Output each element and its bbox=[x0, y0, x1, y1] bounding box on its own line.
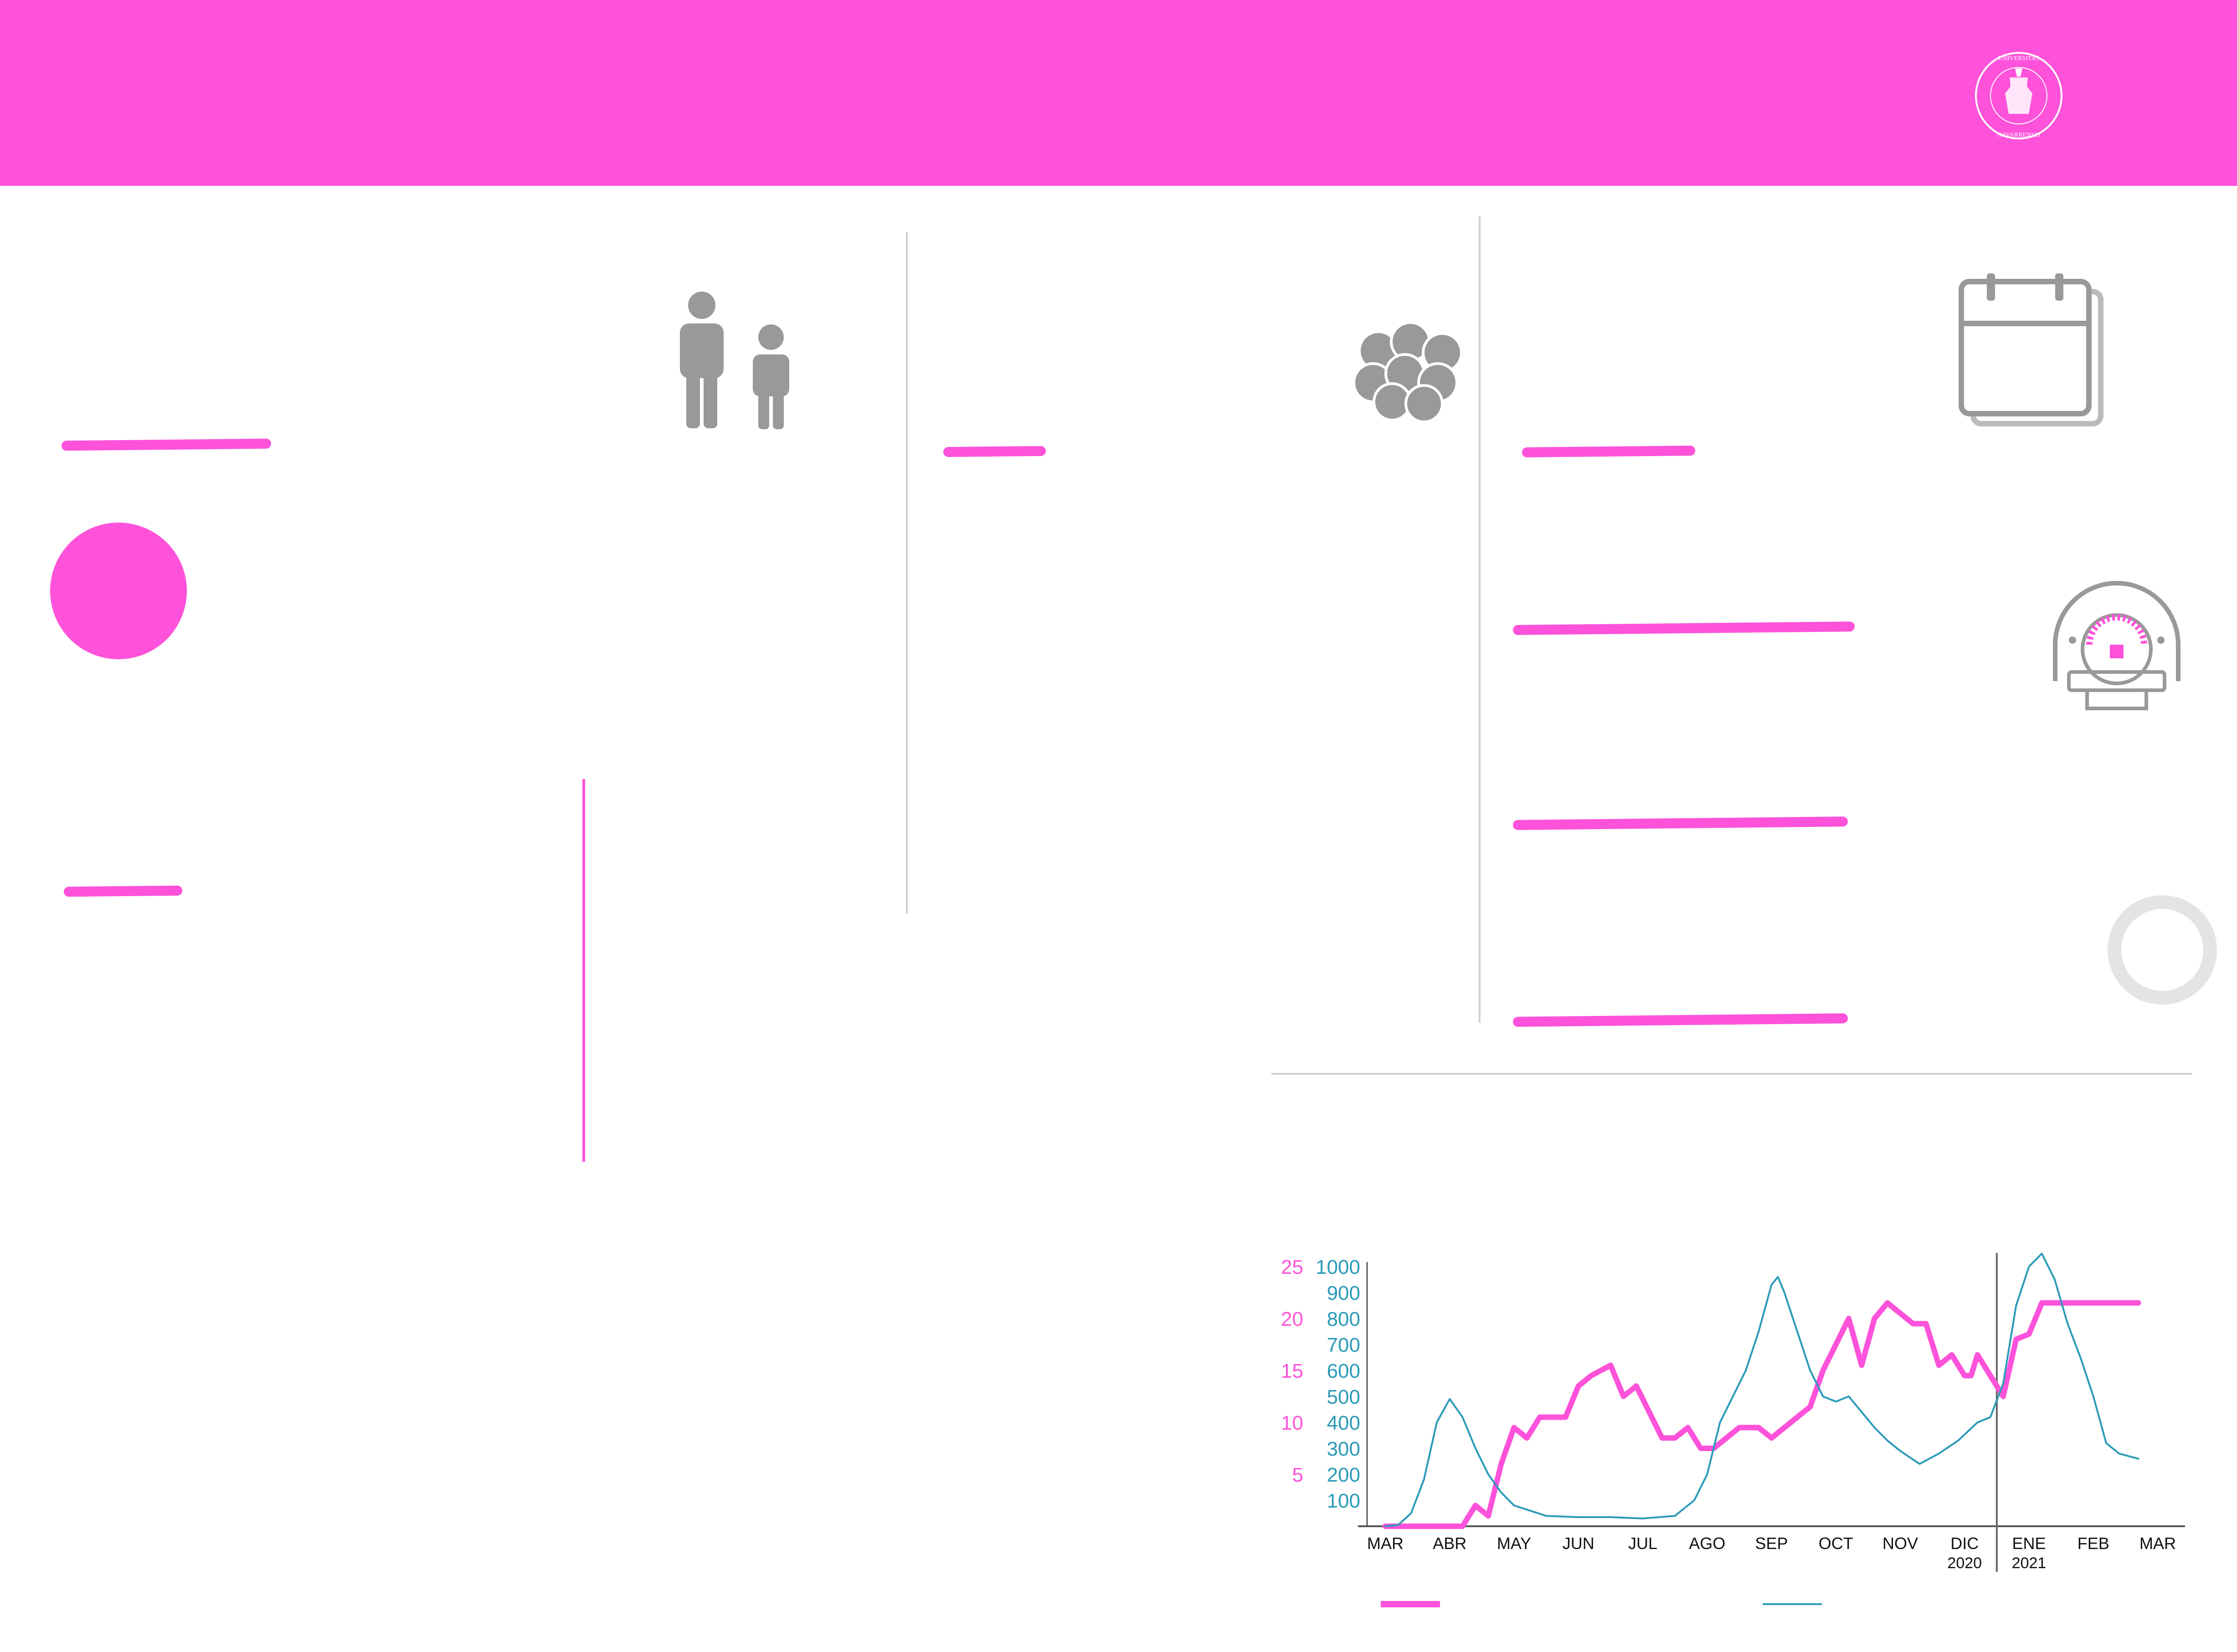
university-seal-icon bbox=[1973, 50, 2064, 141]
right-tick-label: 800 bbox=[1327, 1308, 1360, 1330]
x-tick-label: SEP bbox=[1755, 1534, 1788, 1553]
left-tick-label: 5 bbox=[1292, 1464, 1303, 1486]
svg-text:UNIVERSITAS: UNIVERSITAS bbox=[1998, 55, 2040, 62]
right-tick-label: 500 bbox=[1327, 1386, 1360, 1408]
left-tick-label: 10 bbox=[1281, 1412, 1303, 1434]
x-tick-label: ENE bbox=[2012, 1534, 2046, 1553]
x-tick-sublabel: 2020 bbox=[1947, 1555, 1982, 1572]
calendar-icon bbox=[1955, 273, 2105, 428]
availability-underline bbox=[1513, 1013, 1848, 1027]
right-tick-label: 900 bbox=[1327, 1282, 1360, 1304]
x-tick-label: JUN bbox=[1562, 1534, 1594, 1553]
adult-child-icon bbox=[670, 287, 802, 433]
right-tick-label: 200 bbox=[1327, 1464, 1360, 1486]
chart-divider bbox=[1271, 1073, 2192, 1075]
x-tick-label: NOV bbox=[1882, 1534, 1918, 1553]
left-tick-label: 20 bbox=[1281, 1308, 1303, 1330]
x-tick-label: OCT bbox=[1818, 1534, 1853, 1553]
shots-underline bbox=[1513, 816, 1848, 830]
legend-swatch-unidad bbox=[1381, 1601, 1440, 1607]
x-tick-label: AGO bbox=[1689, 1534, 1726, 1553]
legend-swatch-covid bbox=[1763, 1603, 1822, 1605]
gantry-machine-icon bbox=[2042, 576, 2192, 713]
divider-tumores-tecnica bbox=[1479, 216, 1481, 1023]
left-tick-label: 15 bbox=[1281, 1360, 1303, 1382]
x-tick-label: MAR bbox=[2139, 1534, 2176, 1553]
world-dot-map bbox=[18, 916, 1326, 1590]
treatments-pie-chart bbox=[48, 520, 189, 662]
pandemic-line-chart bbox=[1262, 1230, 2206, 1572]
patients-total-underline bbox=[62, 439, 271, 451]
left-tick-label: 25 bbox=[1281, 1256, 1303, 1278]
countries-underline bbox=[64, 886, 182, 897]
right-tick-label: 300 bbox=[1327, 1438, 1360, 1460]
x-tick-label: MAY bbox=[1496, 1534, 1532, 1553]
x-tick-label: DIC bbox=[1950, 1534, 1979, 1553]
header-banner bbox=[0, 0, 2237, 186]
right-tick-label: 600 bbox=[1327, 1360, 1360, 1382]
tumor-cells-icon bbox=[1351, 314, 1470, 424]
svg-text:NAVARRENSIS: NAVARRENSIS bbox=[1997, 132, 2041, 139]
x-tick-sublabel: 2021 bbox=[2011, 1555, 2047, 1572]
x-tick-label: FEB bbox=[2077, 1534, 2109, 1553]
right-tick-label: 1000 bbox=[1316, 1256, 1360, 1278]
tumor-count-underline bbox=[943, 446, 1046, 457]
right-tick-label: 400 bbox=[1327, 1412, 1360, 1434]
right-tick-label: 100 bbox=[1327, 1490, 1360, 1512]
gantry-underline bbox=[1513, 621, 1855, 635]
right-tick-label: 700 bbox=[1327, 1334, 1360, 1356]
x-tick-label: JUL bbox=[1628, 1534, 1658, 1553]
series-line-unidad bbox=[1385, 1303, 2139, 1526]
availability-donut bbox=[2105, 893, 2219, 1007]
divider-pacientes-tumores bbox=[906, 232, 908, 913]
x-tick-label: ABR bbox=[1433, 1534, 1467, 1553]
x-tick-label: MAR bbox=[1367, 1534, 1404, 1553]
pie-slice-finished bbox=[50, 523, 187, 659]
treatment-days-underline bbox=[1522, 446, 1695, 457]
